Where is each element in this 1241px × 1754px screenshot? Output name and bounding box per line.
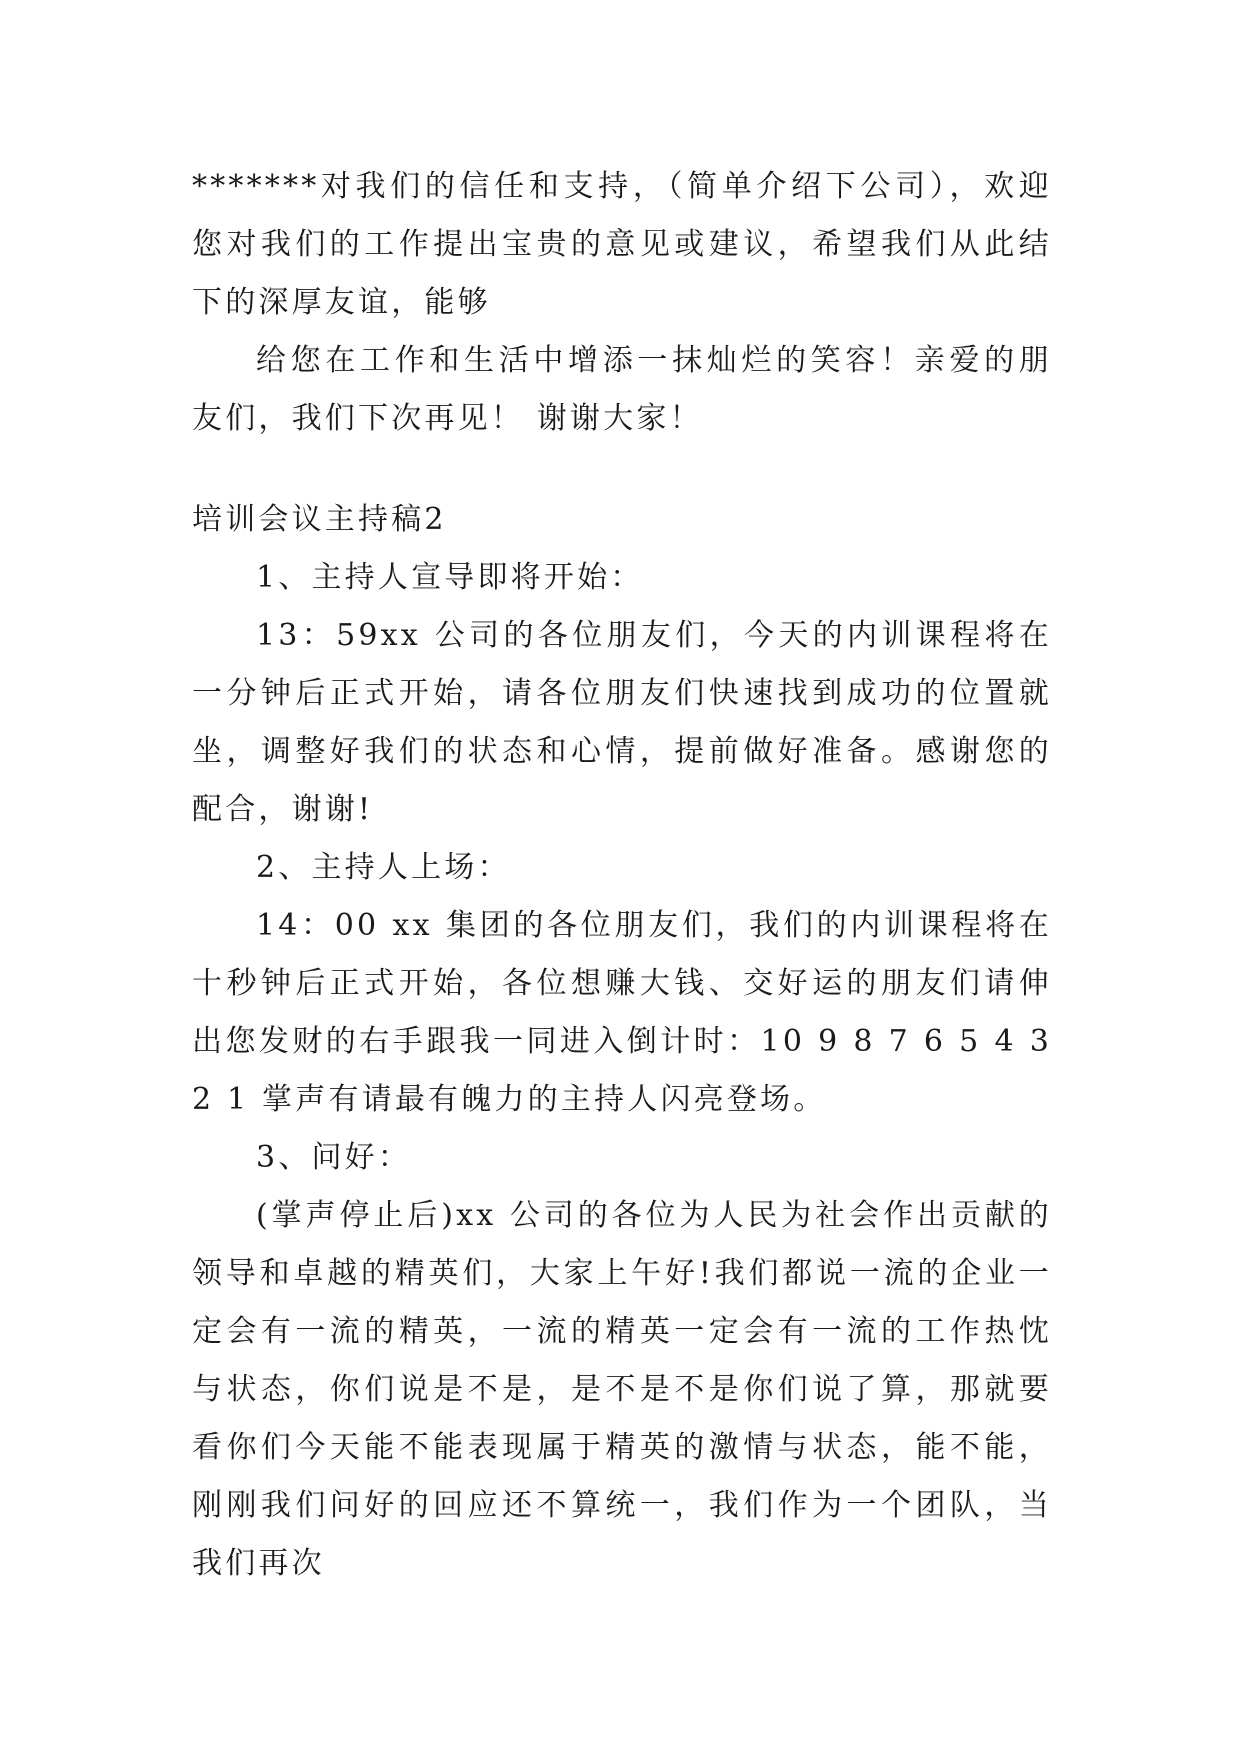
paragraph: 14：00 xx 集团的各位朋友们，我们的内训课程将在十秒钟后正式开始，各位想赚大钱、交好运的朋友们请伸出您发财的右手跟我一同进入倒计时：10 9 8 7 6 5 4 3 2 1 掌声有请最有魄力的主持人闪亮登场。 <box>192 908 1052 1117</box>
paragraph: *******对我们的信任和支持，（简单介绍下公司），欢迎您对我们的工作提出宝贵的意见或建议，希望我们从此结下的深厚友谊，能够 <box>192 169 1052 320</box>
list-item-heading: 3、问好： <box>256 1140 412 1175</box>
paragraph: 给您在工作和生活中增添一抹灿烂的笑容！亲爱的朋友们，我们下次再见！ 谢谢大家！ <box>192 343 1052 436</box>
paragraph: 13：59xx 公司的各位朋友们，今天的内训课程将在一分钟后正式开始，请各位朋友们快速找到成功的位置就坐，调整好我们的状态和心情，提前做好准备。感谢您的配合，谢谢! <box>192 618 1052 827</box>
list-item-heading: 1、主持人宣导即将开始： <box>256 560 644 595</box>
list-item-heading: 2、主持人上场： <box>256 850 511 885</box>
section-heading: 培训会议主持稿2 <box>192 502 447 537</box>
paragraph: (掌声停止后)xx 公司的各位为人民为社会作出贡献的领导和卓越的精英们，大家上午好!我们都说一流的企业一定会有一流的精英，一流的精英一定会有一流的工作热忱与状态，你们说是不是，是不是不是你们说了算，那就要看你们今天能不能表现属于精英的激情与状态，能不能，刚刚我们问好的回应还不算统一，我们作为一个团队，当我们再次 <box>192 1198 1052 1581</box>
document-body <box>192 158 1052 1593</box>
